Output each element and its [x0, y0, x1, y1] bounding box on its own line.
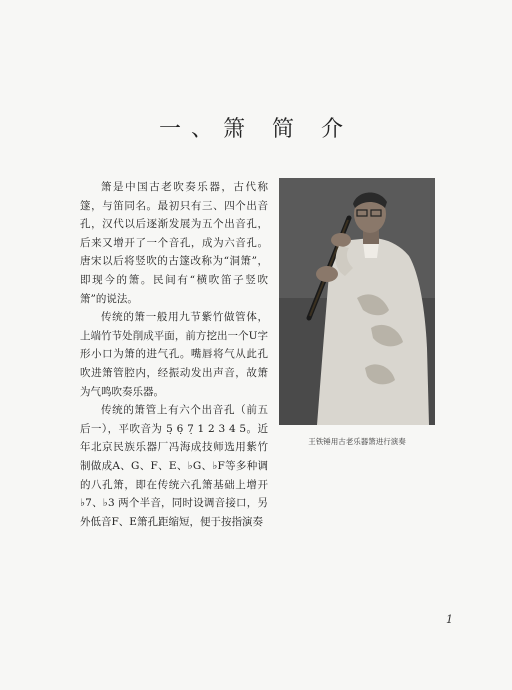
paragraph-holes: 传统的箫管上有六个出音孔（前五后一），平吹音为 5̣ 6̣ 7̣ 1 2 3 4 5。近年北京民族乐器厂冯海成技师选用紫竹制做成A、G、F、E、♭G、♭F等多种调的八孔箫，即在传统六孔箫基础上增开 ♭7、♭3 两个半音，同时设调音接口，另外低音F、E箫孔距缩短，便于按指演奏	[80, 404, 268, 528]
performer-photo	[279, 178, 435, 425]
performer-illustration	[279, 178, 435, 425]
paragraph-construction: 传统的箫一般用九节紫竹做管体，上端竹节处削成平面，前方挖出一个U字形小口为箫的进气孔。嘴唇将气从此孔吹进箫管腔内，经振动发出声音，故箫为气鸣吹奏乐器。	[80, 311, 268, 398]
page-number: 1	[446, 613, 453, 626]
photo-caption: 王铁锤用古老乐器箫进行演奏	[308, 437, 406, 446]
paragraph-intro: 箫是中国古老吹奏乐器，古代称篴，与笛同名。最初只有三、四个出音孔，汉代以后逐渐发展为五个出音孔，后来又增开了一个音孔，成为六音孔。唐宋以后将竖吹的古篴改称为“洞箫”，即现今的箫。民间有“横吹笛子竖吹箫”的说法。	[80, 181, 268, 305]
body-text	[80, 178, 268, 531]
section-title: 一、箫 简 介	[159, 117, 353, 142]
